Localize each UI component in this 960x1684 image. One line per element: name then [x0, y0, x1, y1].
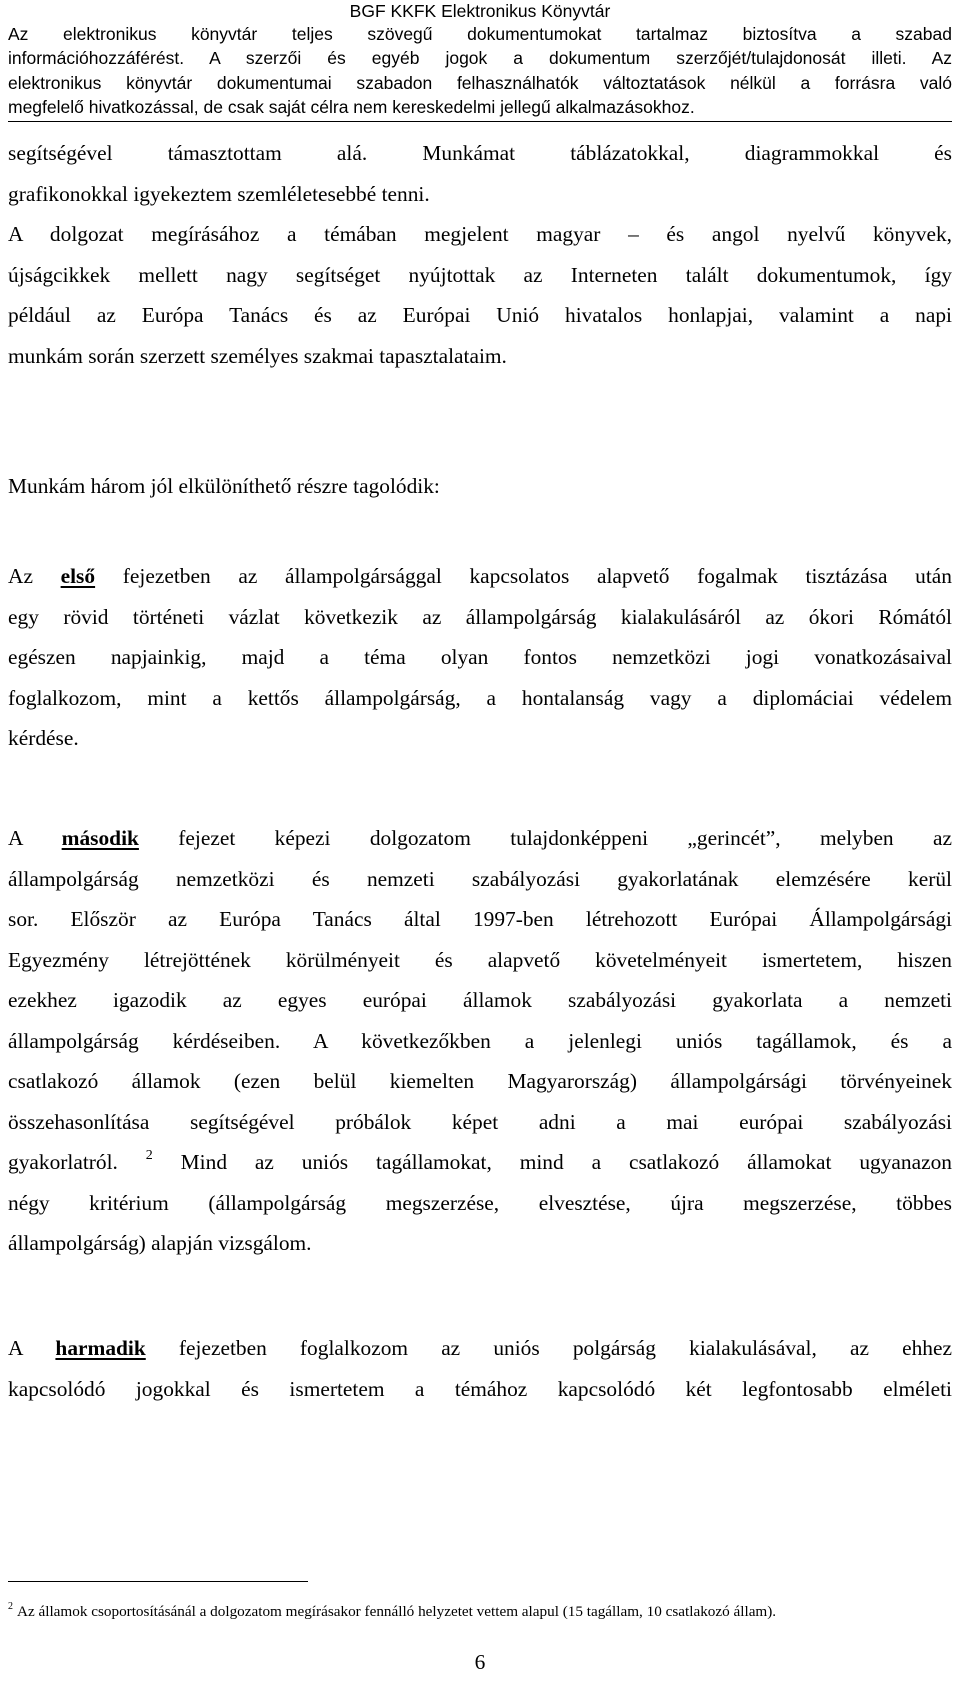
- text-line: állampolgárság nemzetközi és nemzeti szabályozási gyakorlatának elemzésére kerül: [8, 866, 952, 891]
- text-line: kérdése.: [8, 726, 79, 750]
- library-header: [8, 0, 952, 120]
- header-line: megfelelő hivatkozással, de csak saját célra nem kereskedelmi jellegű alkalmazásokhoz.: [8, 97, 695, 118]
- text-line: A dolgozat megírásához a témában megjelent magyar – és angol nyelvű könyvek,: [8, 222, 952, 246]
- header-divider: [8, 121, 952, 122]
- text-line: Munkám három jól elkülöníthető részre tagolódik:: [8, 474, 440, 498]
- text-line: négy kritérium (állampolgárság megszerzése, elvesztése, újra megszerzése, többes: [8, 1190, 952, 1215]
- text-line: egy rövid történeti vázlat következik az állampolgárság kialakulásáról az ókori Rómától: [8, 604, 952, 629]
- paragraph-chapter-two: [8, 818, 952, 1264]
- text-line: gyakorlatról. $^2$ Mind az uniós tagállamokat, mind a csatlakozó államokat ugyanazon: [8, 1148, 952, 1174]
- text-line: kapcsolódó jogokkal és ismertetem a témához kapcsolódó két legfontosabb elméleti: [8, 1376, 952, 1401]
- text-line: A harmadik fejezetben foglalkozom az uniós polgárság kialakulásával, az ehhez: [8, 1336, 952, 1360]
- header-title: BGF KKFK Elektronikus Könyvtár: [349, 1, 611, 21]
- footnote-mark: 2: [8, 1601, 13, 1612]
- text-line: csatlakozó államok (ezen belül kiemelten Magyarország) állampolgársági törvényeinek: [8, 1069, 952, 1093]
- header-line: elektronikus könyvtár dokumentumai szabadon felhasználhatók változtatások nélkül a forrásra való: [8, 72, 952, 93]
- footnote: [8, 1602, 952, 1622]
- text-line: Az első fejezetben az állampolgársággal kapcsolatos alapvető fogalmak tisztázása után: [8, 564, 952, 588]
- text-line: grafikonokkal igyekeztem szemléletesebbé tenni.: [8, 181, 430, 206]
- paragraph-sources: [8, 214, 952, 376]
- text-line: például az Európa Tanács és az Európai Unió hivatalos honlapjai, valamint a napi: [8, 303, 952, 327]
- header-line: Az elektronikus könyvtár teljes szövegű dokumentumokat tartalmaz biztosítva a szabad: [8, 24, 952, 44]
- chapter-keyword-third: harmadik: [55, 1336, 146, 1360]
- paragraph-chapter-three: [8, 1328, 952, 1409]
- text-line: segítségével támasztottam alá. Munkámat táblázatokkal, diagrammokkal és: [8, 141, 952, 165]
- text-line: A második fejezet képezi dolgozatom tulajdonképpeni „gerincét”, melyben az: [8, 826, 952, 850]
- footnote-reference[interactable]: 2: [145, 1148, 153, 1163]
- text-line: összehasonlítása segítségével próbálok képet adni a mai európai szabályozási: [8, 1109, 952, 1134]
- text-line: foglalkozom, mint a kettős állampolgárság, a hontalanság vagy a diplomáciai védelem: [8, 685, 952, 710]
- text-line: egészen napjainkig, majd a téma olyan fontos nemzetközi jogi vonatkozásaival: [8, 645, 952, 669]
- chapter-keyword-first: első: [60, 564, 96, 588]
- paragraph-structure-intro: [8, 466, 952, 507]
- text-line: állampolgárság) alapján vizsgálom.: [8, 1231, 312, 1255]
- text-line: sor. Először az Európa Tanács által 1997-ben létrehozott Európai Állampolgársági: [8, 907, 952, 931]
- chapter-keyword-second: második: [61, 826, 139, 850]
- text-line: munkám során szerzett személyes szakmai tapasztalataim.: [8, 343, 507, 368]
- paragraph-chapter-one: [8, 556, 952, 759]
- footnote-divider: [8, 1581, 308, 1582]
- text-line: Egyezmény létrejöttének körülményeit és alapvető követelményeit ismertetem, hiszen: [8, 947, 952, 972]
- text-line: újságcikkek mellett nagy segítséget nyújtottak az Interneten talált dokumentumok, így: [8, 262, 952, 287]
- footnote-text: Az államok csoportosításánál a dolgozatom megírásakor fennálló helyzetet vettem alapul (15 tagállam, 10 csatlakozó állam).: [17, 1603, 777, 1620]
- paragraph-intro-end: [8, 133, 952, 214]
- text-line: állampolgárság kérdéseiben. A következőkben a jelenlegi uniós tagállamok, és a: [8, 1028, 952, 1053]
- header-line: információhozzáférést. A szerzői és egyéb jogok a dokumentum szerzőjét/tulajdonosát illeti. Az: [8, 48, 952, 69]
- page-number: 6: [474, 1650, 486, 1674]
- text-line: ezekhez igazodik az egyes európai államok szabályozási gyakorlata a nemzeti: [8, 988, 952, 1012]
